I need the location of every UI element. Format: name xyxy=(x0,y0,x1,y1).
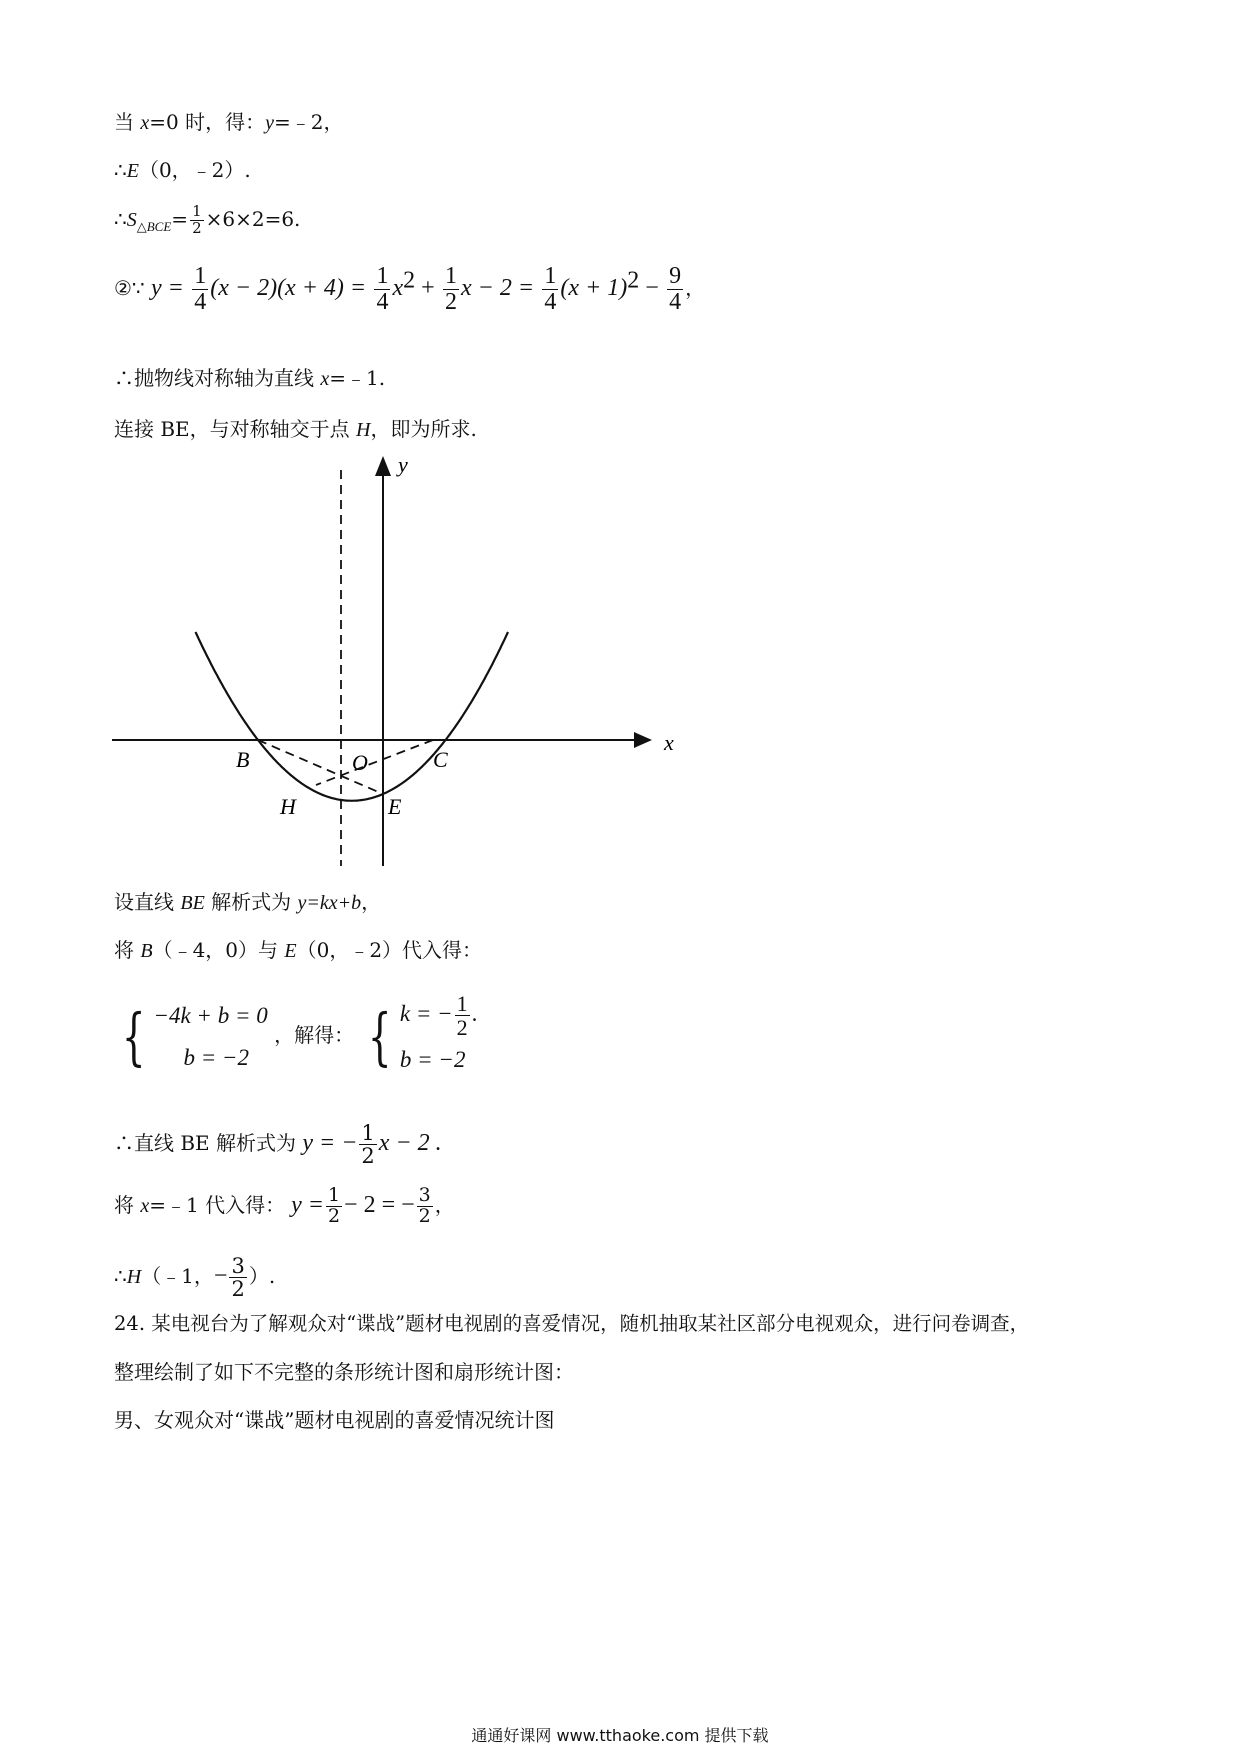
math: y = xyxy=(285,1191,324,1218)
equation: −4k + b = 0 xyxy=(153,1002,268,1028)
therefore-symbol: ∴ xyxy=(114,1264,127,1289)
equation: b = −2 xyxy=(183,1044,249,1070)
equation: y=kx+b xyxy=(297,892,362,914)
therefore-symbol: ∴ xyxy=(114,206,127,231)
denominator: 2 xyxy=(361,1144,375,1169)
label-C: C xyxy=(433,747,448,772)
text: ）. xyxy=(248,1264,276,1289)
point-B: B xyxy=(140,940,153,962)
y-axis-label: y xyxy=(398,452,408,477)
line-9-systems xyxy=(114,992,477,1081)
text: = xyxy=(171,206,189,231)
text: ∴直线 BE 解析式为 xyxy=(114,1131,303,1156)
text: . xyxy=(471,1000,478,1026)
math: − xyxy=(639,275,659,302)
text: ， xyxy=(685,276,706,301)
numerator: 1 xyxy=(544,263,557,289)
segment-CH xyxy=(316,740,433,785)
y-axis-arrow-icon xyxy=(375,456,391,476)
area-symbol: S xyxy=(126,208,137,231)
line-10 xyxy=(114,1122,442,1167)
math: x − 2 = xyxy=(461,275,535,302)
var-y: y xyxy=(265,112,274,134)
math: − xyxy=(213,1263,228,1290)
system-1 xyxy=(153,995,267,1079)
therefore-symbol: ∴ xyxy=(114,158,127,182)
exponent: 2 xyxy=(627,267,640,294)
math: + xyxy=(415,275,435,302)
text: （﹣4，0）与 xyxy=(152,938,285,962)
numerator: 1 xyxy=(456,991,468,1016)
denominator: 4 xyxy=(669,289,682,316)
math: x xyxy=(392,275,404,302)
denominator: 4 xyxy=(544,289,557,316)
line-14 xyxy=(114,1358,574,1386)
text: 将 xyxy=(114,1192,141,1217)
numerator: 9 xyxy=(669,263,682,289)
x-axis-label: x xyxy=(664,730,674,755)
text: 将 xyxy=(114,938,141,962)
exponent: 2 xyxy=(403,267,416,294)
line-11 xyxy=(114,1186,455,1227)
line-7 xyxy=(114,888,381,917)
denominator: 2 xyxy=(445,289,458,316)
text: 设直线 xyxy=(114,890,181,914)
line-8 xyxy=(114,936,482,965)
numerator: 1 xyxy=(376,263,389,289)
text: ×6×2=6. xyxy=(205,206,301,231)
math: y = xyxy=(151,275,184,302)
fraction xyxy=(229,1255,246,1300)
line-12 xyxy=(114,1255,275,1300)
fraction xyxy=(359,1122,376,1167)
x-axis-arrow-icon xyxy=(634,732,652,748)
line-13-question xyxy=(114,1310,1029,1338)
point-E: E xyxy=(126,160,139,182)
var-x: x xyxy=(320,368,330,390)
equation: k = − xyxy=(399,1000,453,1026)
numerator: 1 xyxy=(192,202,202,220)
text: ②∵ xyxy=(114,276,152,301)
text: ， xyxy=(361,890,382,914)
area-subscript: △BCE xyxy=(136,218,172,234)
text: 男、女观众对“谍战”题材电视剧的喜爱情况统计图 xyxy=(114,1408,555,1432)
point-E: E xyxy=(284,940,297,962)
text: ，解得： xyxy=(274,1023,355,1048)
math: (x + 1) xyxy=(560,275,628,302)
numerator: 3 xyxy=(231,1254,245,1278)
text: =﹣1. xyxy=(329,366,386,390)
text: 整理绘制了如下不完整的条形统计图和扇形统计图： xyxy=(114,1360,574,1384)
numerator: 1 xyxy=(361,1121,375,1145)
label-H: H xyxy=(280,794,296,819)
math: (x − 2)(x + 4) = xyxy=(210,275,367,302)
label-B: B xyxy=(236,747,250,772)
system-2 xyxy=(400,992,478,1081)
fraction xyxy=(455,992,470,1039)
numerator: 1 xyxy=(327,1184,341,1206)
denominator: 2 xyxy=(456,1015,468,1041)
text: ，即为所求. xyxy=(370,417,477,441)
denominator: 2 xyxy=(192,218,202,237)
math: x − 2 . xyxy=(378,1130,442,1157)
left-brace-icon: { xyxy=(368,999,393,1073)
text: （0，﹣2）. xyxy=(138,158,251,182)
label-E: E xyxy=(388,794,402,819)
label-O: O xyxy=(352,750,368,775)
text: =﹣1 代入得： xyxy=(149,1192,286,1217)
text: =0 时，得： xyxy=(149,110,266,134)
line-15-chart-title xyxy=(114,1406,554,1434)
fraction xyxy=(326,1186,342,1227)
math: − 2 = − xyxy=(344,1191,415,1218)
fraction xyxy=(417,1186,433,1227)
left-brace-icon: { xyxy=(121,999,146,1073)
parabola-curve xyxy=(196,632,509,801)
var-x: x xyxy=(140,112,150,134)
text: （0，﹣2）代入得： xyxy=(296,938,483,962)
denominator: 2 xyxy=(327,1204,341,1227)
text: =﹣2， xyxy=(273,110,344,134)
question-text: 24. 某电视台为了解观众对“谍战”题材电视剧的喜爱情况，随机抽取某社区部分电视观众，进行问卷调查， xyxy=(114,1312,1030,1335)
point-H: H xyxy=(356,419,371,441)
text: （﹣1， xyxy=(141,1264,214,1289)
text: ∴抛物线对称轴为直线 xyxy=(114,366,321,390)
var-x: x xyxy=(140,1194,150,1217)
math: y = − xyxy=(302,1130,358,1157)
denominator: 2 xyxy=(231,1277,245,1302)
text: 当 xyxy=(114,110,141,134)
footer: 通通好课网 www.tthaoke.com 提供下载 xyxy=(471,1726,769,1745)
numerator: 1 xyxy=(445,263,458,289)
point-H: H xyxy=(126,1266,142,1289)
line-BE: BE xyxy=(180,892,205,914)
numerator: 1 xyxy=(194,263,207,289)
text: 解析式为 xyxy=(204,890,298,914)
text: 连接 BE，与对称轴交于点 xyxy=(114,417,357,441)
denominator: 4 xyxy=(376,289,389,316)
text: ， xyxy=(434,1192,455,1217)
denominator: 2 xyxy=(418,1204,431,1227)
denominator: 4 xyxy=(194,289,207,316)
numerator: 3 xyxy=(418,1184,431,1206)
equation: b = −2 xyxy=(399,1047,466,1073)
